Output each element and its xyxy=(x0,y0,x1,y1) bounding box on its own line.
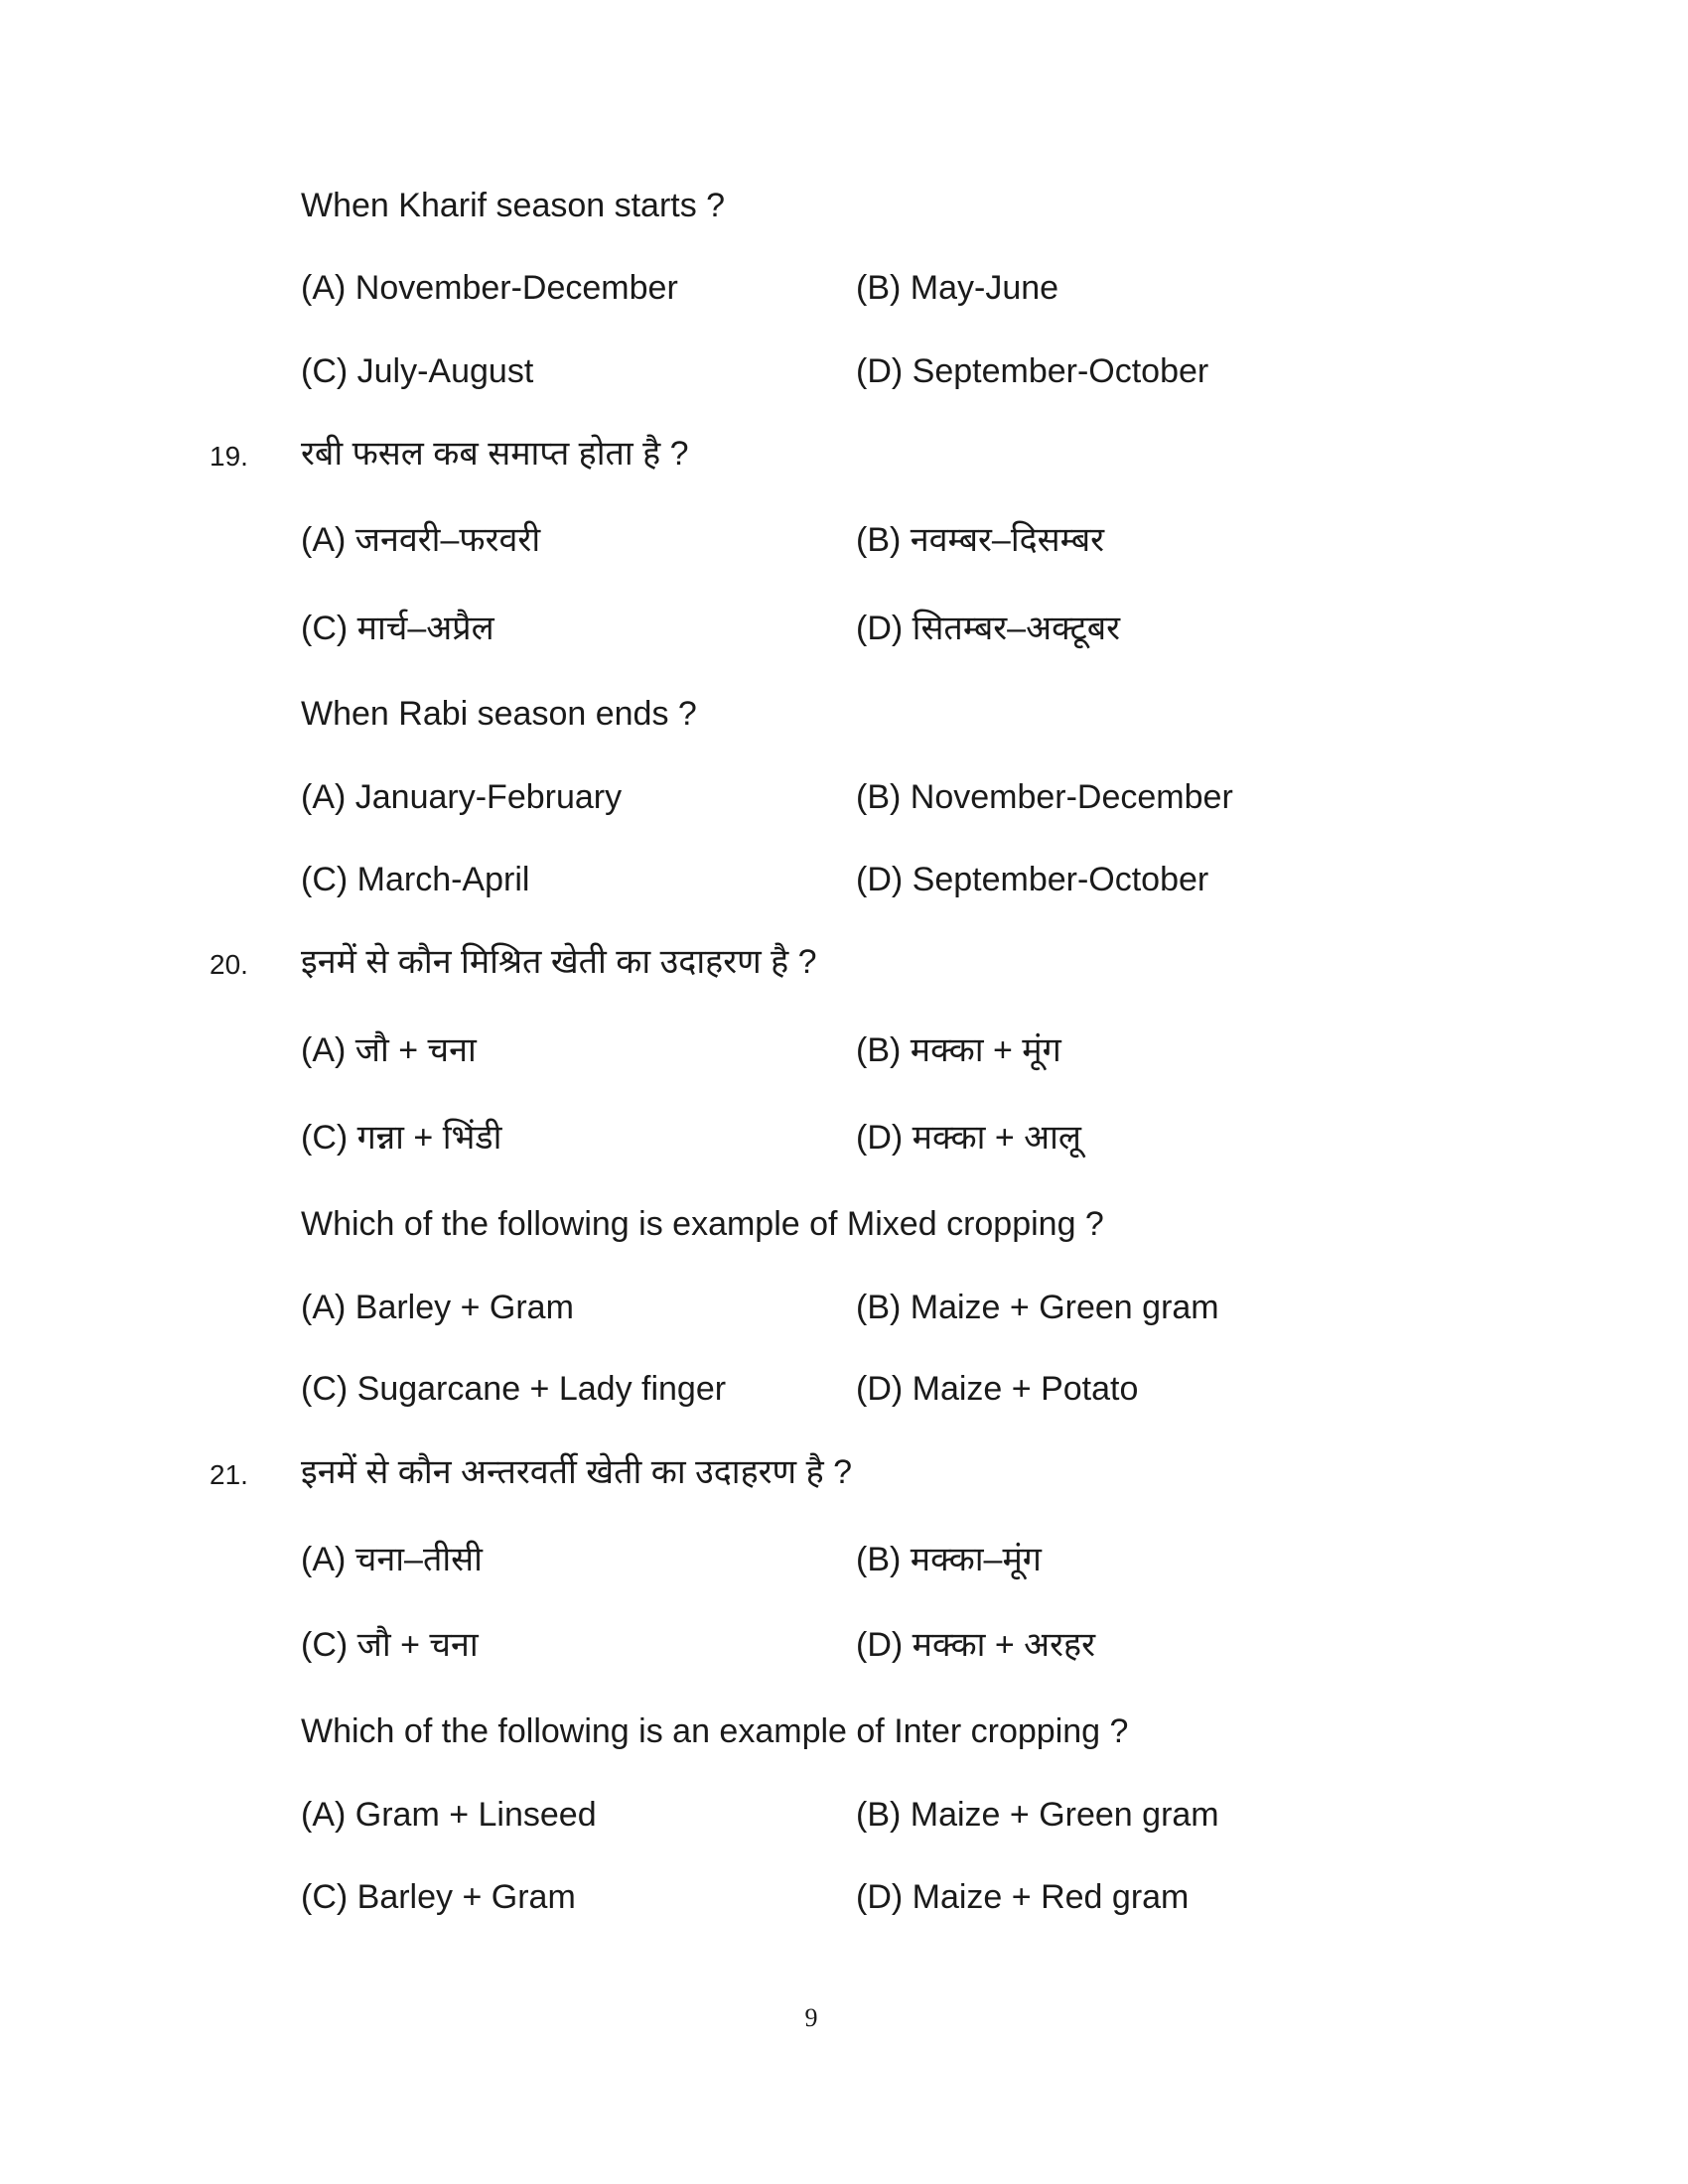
option-a: (A) जौ + चना xyxy=(301,1031,477,1069)
option-b: (B) Maize + Green gram xyxy=(856,1796,1219,1834)
option-a: (A) Gram + Linseed xyxy=(301,1796,597,1834)
option-b: (B) Maize + Green gram xyxy=(856,1289,1219,1326)
question-text: When Rabi season ends ? xyxy=(301,695,697,733)
option-d: (D) सितम्बर–अक्टूबर xyxy=(856,610,1121,647)
option-a: (A) Barley + Gram xyxy=(301,1289,574,1326)
option-c: (C) जौ + चना xyxy=(301,1626,479,1664)
option-c: (C) March-April xyxy=(301,861,530,898)
option-d: (D) September-October xyxy=(856,861,1209,898)
question-text: Which of the following is an example of Inter cropping ? xyxy=(301,1712,1129,1750)
option-d: (D) September-October xyxy=(856,352,1209,390)
option-b: (B) मक्का + मूंग xyxy=(856,1031,1061,1069)
option-c: (C) July-August xyxy=(301,352,534,390)
option-a: (A) November-December xyxy=(301,269,678,307)
option-b: (B) मक्का–मूंग xyxy=(856,1541,1042,1578)
option-d: (D) Maize + Potato xyxy=(856,1370,1139,1408)
option-c: (C) मार्च–अप्रैल xyxy=(301,610,494,647)
option-b: (B) November-December xyxy=(856,778,1233,816)
question-number: 19. xyxy=(210,441,248,472)
page-number: 9 xyxy=(804,2003,818,2032)
question-text: इनमें से कौन अन्तरवर्ती खेती का उदाहरण है ? xyxy=(301,1453,852,1491)
option-b: (B) नवम्बर–दिसम्बर xyxy=(856,521,1105,559)
option-c: (C) Sugarcane + Lady finger xyxy=(301,1370,727,1408)
option-c: (C) गन्ना + भिंडी xyxy=(301,1119,502,1157)
question-text: Which of the following is example of Mixed cropping ? xyxy=(301,1205,1104,1243)
option-a: (A) चना–तीसी xyxy=(301,1541,483,1578)
option-d: (D) मक्का + आलू xyxy=(856,1119,1081,1157)
question-number: 21. xyxy=(210,1459,248,1490)
option-d: (D) मक्का + अरहर xyxy=(856,1626,1096,1664)
question-text: रबी फसल कब समाप्त होता है ? xyxy=(301,435,689,473)
option-b: (B) May-June xyxy=(856,269,1059,307)
option-a: (A) January-February xyxy=(301,778,623,816)
question-text: When Kharif season starts ? xyxy=(301,187,726,224)
option-c: (C) Barley + Gram xyxy=(301,1878,576,1916)
question-number: 20. xyxy=(210,949,248,980)
question-text: इनमें से कौन मिश्रित खेती का उदाहरण है ? xyxy=(301,943,817,981)
option-d: (D) Maize + Red gram xyxy=(856,1878,1190,1916)
option-a: (A) जनवरी–फरवरी xyxy=(301,521,541,559)
